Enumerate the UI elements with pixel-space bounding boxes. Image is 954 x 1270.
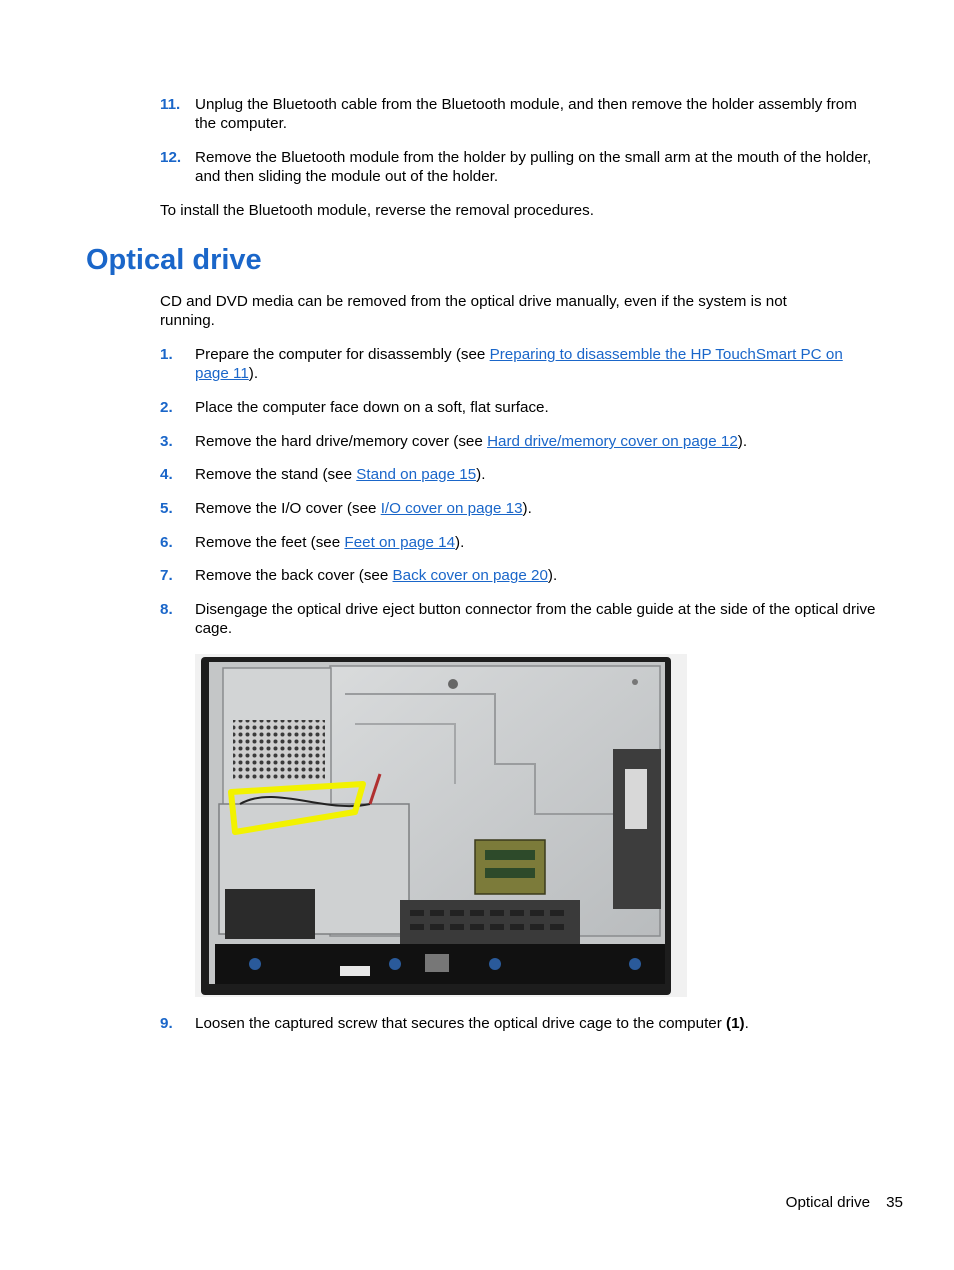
step-number: 11. bbox=[160, 96, 181, 113]
install-note: To install the Bluetooth module, reverse the removal procedures. bbox=[160, 202, 594, 219]
step-11 bbox=[160, 95, 882, 133]
step-text-pre: Loosen the captured screw that secures the optical drive cage to the computer bbox=[195, 1015, 727, 1032]
page-footer bbox=[786, 1193, 903, 1212]
step-text bbox=[195, 1014, 882, 1033]
step-text bbox=[195, 345, 870, 383]
step-9 bbox=[160, 1014, 882, 1033]
step-text: Disengage the optical drive eject button connector from the cable guide at the side of the optical drive cage. bbox=[195, 601, 876, 637]
step-text-post: . bbox=[744, 1015, 749, 1032]
footer-section: Optical drive bbox=[785, 1194, 871, 1211]
step-4 bbox=[160, 465, 882, 484]
link-hard-drive-memory-cover[interactable]: Hard drive/memory cover on page 12 bbox=[487, 433, 738, 450]
link-back-cover[interactable]: Back cover on page 20 bbox=[392, 567, 548, 584]
step-text bbox=[195, 499, 882, 518]
step-number: 12. bbox=[160, 149, 182, 166]
link-preparing-to-disassemble[interactable]: Preparing to disassemble the HP TouchSmart PC on page 11 bbox=[195, 346, 843, 382]
step-number: 4. bbox=[160, 466, 173, 483]
step-text bbox=[195, 465, 882, 484]
step-number: 8. bbox=[160, 601, 173, 618]
step-text bbox=[195, 432, 882, 451]
step-2 bbox=[160, 398, 882, 417]
step-text-post: ). bbox=[737, 433, 748, 450]
step-text-post: ). bbox=[476, 466, 486, 483]
intro-paragraph: CD and DVD media can be removed from the optical drive manually, even if the system is not running. bbox=[160, 293, 787, 329]
step-text-pre: Remove the back cover (see bbox=[195, 567, 393, 584]
step-text: Unplug the Bluetooth cable from the Bluetooth module, and then remove the holder assembly from the computer. bbox=[195, 96, 857, 132]
step-text-post: ). bbox=[522, 500, 532, 517]
link-io-cover[interactable]: I/O cover on page 13 bbox=[380, 500, 523, 517]
step-1 bbox=[160, 345, 870, 383]
step-text-post: ). bbox=[547, 567, 558, 584]
step-text: Place the computer face down on a soft, flat surface. bbox=[195, 399, 549, 416]
page-number: 35 bbox=[886, 1194, 903, 1211]
step-text-pre: Remove the feet (see bbox=[195, 534, 345, 551]
computer-interior-photo bbox=[195, 654, 687, 997]
step-text: Remove the Bluetooth module from the holder by pulling on the small arm at the mouth of the holder, and then sliding the module out of the holder. bbox=[195, 149, 872, 185]
step-3 bbox=[160, 432, 882, 451]
step-7 bbox=[160, 566, 882, 585]
link-feet[interactable]: Feet on page 14 bbox=[344, 534, 456, 551]
callout-number: (1) bbox=[726, 1015, 745, 1032]
step-text bbox=[195, 566, 882, 585]
computer-interior-illustration bbox=[195, 654, 687, 997]
step-number: 1. bbox=[160, 346, 173, 363]
step-number: 2. bbox=[160, 399, 173, 416]
step-text-pre: Remove the I/O cover (see bbox=[195, 500, 381, 517]
step-text-pre: Prepare the computer for disassembly (see bbox=[195, 346, 490, 363]
step-number: 6. bbox=[160, 534, 173, 551]
step-text-post: ). bbox=[455, 534, 465, 551]
step-6 bbox=[160, 533, 882, 552]
step-5 bbox=[160, 499, 882, 518]
step-number: 7. bbox=[160, 567, 173, 584]
step-text-post: ). bbox=[248, 365, 259, 382]
step-text-pre: Remove the hard drive/memory cover (see bbox=[195, 433, 488, 450]
step-8 bbox=[160, 600, 882, 638]
step-12 bbox=[160, 148, 882, 186]
step-text bbox=[195, 533, 882, 552]
step-number: 9. bbox=[160, 1015, 173, 1032]
step-number: 5. bbox=[160, 500, 173, 517]
step-text-pre: Remove the stand (see bbox=[195, 466, 357, 483]
step-number: 3. bbox=[160, 433, 173, 450]
section-heading: Optical drive bbox=[86, 244, 262, 276]
link-stand[interactable]: Stand on page 15 bbox=[356, 466, 477, 483]
